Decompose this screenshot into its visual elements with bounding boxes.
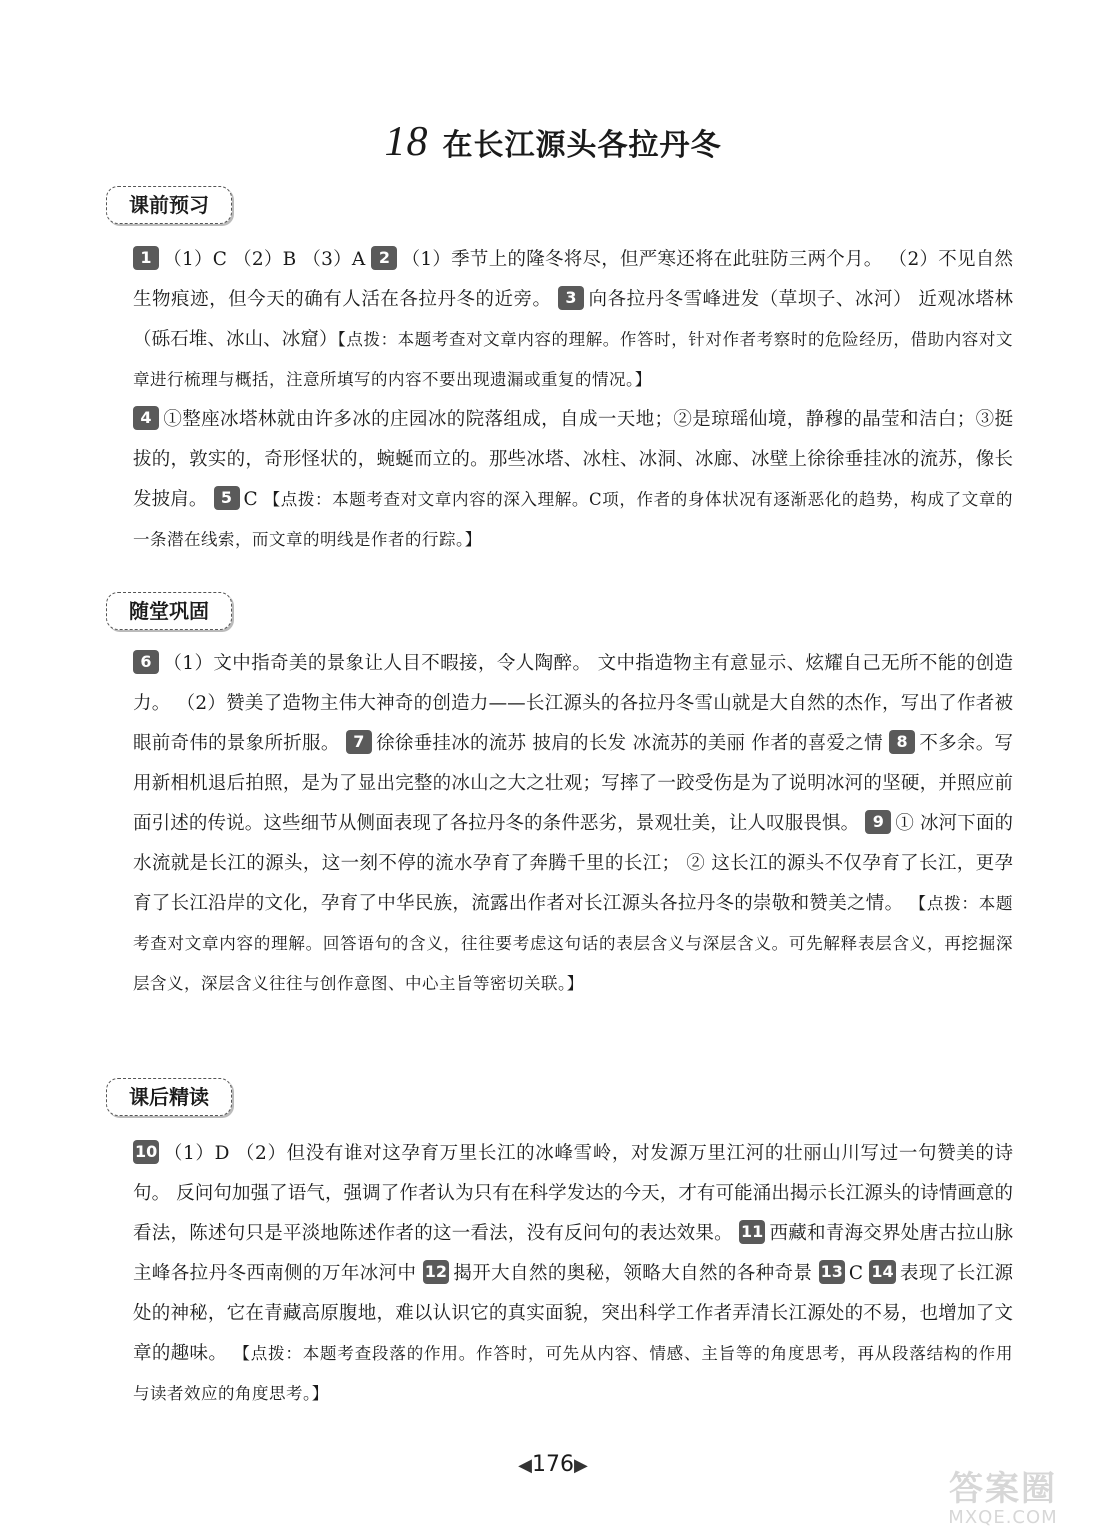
watermark-url: MXQE.COM bbox=[948, 1507, 1058, 1528]
question-number-badge: 5 bbox=[214, 486, 240, 510]
answer-text: ① 冰河下面的水流就是长江的源头，这一刻不停的流水孕育了奔腾千里的长江； ② 这长江的源头不仅孕育了长江，更孕育了长江沿岸的文化，孕育了中华民族，流露出作者对长江源头各拉丹冬的崇敬和赞美之情。 bbox=[133, 813, 1013, 914]
answer-text: （1）季节上的隆冬将尽，但严寒还将在此驻防三两个月。 （2）不见自然生物痕迹，但今天的确有人活在各拉丹冬的近旁。 bbox=[133, 249, 1013, 310]
lesson-number: 18 bbox=[384, 119, 429, 165]
answer-text: （1）文中指奇美的景象让人目不暇接，令人陶醉。 文中指造物主有意显示、炫耀自己无所不能的创造力。 （2）赞美了造物主伟大神奇的创造力——长江源头的各拉丹冬雪山就是大自然的杰作，写出了作者被眼前奇伟的景象所折服。 bbox=[133, 653, 1013, 754]
answer-text: （1）D （2）但没有谁对这孕育万里长江的冰峰雪岭，对发源万里江河的壮丽山川写过一句赞美的诗句。 反问句加强了语气，强调了作者认为只有在科学发达的今天，才有可能涌出揭示长江源头的诗情画意的看法，陈述句只是平淡地陈述作者的这一看法，没有反问句的表达效果。 bbox=[133, 1143, 1013, 1244]
section-reading-answers bbox=[133, 1134, 1013, 1414]
page-arrow-left-icon: ◀ bbox=[518, 1455, 532, 1476]
lesson-title bbox=[0, 118, 1106, 166]
answer-text: C bbox=[848, 1263, 870, 1284]
section-classwork-answers bbox=[133, 644, 1013, 1004]
watermark-text: 答案圈 bbox=[949, 1469, 1057, 1509]
question-number-badge: 13 bbox=[819, 1260, 845, 1284]
section-tag-preview: 课前预习 bbox=[106, 186, 232, 224]
question-number-badge: 7 bbox=[346, 730, 372, 754]
answer-text: 徐徐垂挂冰的流苏 披肩的长发 冰流苏的美丽 作者的喜爱之情 bbox=[375, 733, 890, 754]
hint-text: 【点拨：本题考查段落的作用。作答时，可先从内容、情感、主旨等的角度思考，再从段落结构的作用与读者效应的角度思考。】 bbox=[133, 1344, 1013, 1403]
answer-text: （1）C （2）B （3）A bbox=[163, 249, 372, 270]
section-preview-answers bbox=[133, 240, 1013, 560]
question-number-badge: 9 bbox=[865, 810, 891, 834]
lesson-title-text: 在长江源头各拉丹冬 bbox=[442, 128, 722, 163]
question-number-badge: 12 bbox=[423, 1260, 449, 1284]
watermark-logo bbox=[908, 1470, 1098, 1530]
answer-text: 揭开大自然的奥秘，领略大自然的各种奇景 bbox=[452, 1263, 819, 1284]
hint-text: 【点拨：本题考查对文章内容的理解。回答语句的含义，往往要考虑这句话的表层含义与深层含义。可先解释表层含义，再挖掘深层含义，深层含义往往与创作意图、中心主旨等密切关联。】 bbox=[133, 894, 1013, 993]
question-number-badge: 8 bbox=[889, 730, 915, 754]
page-number-text: 176 bbox=[532, 1452, 574, 1477]
question-number-badge: 10 bbox=[133, 1140, 159, 1164]
answer-text: 不多余。写用新相机退后拍照，是为了显出完整的冰山之大之壮观；写摔了一跤受伤是为了说明冰河的坚硬，并照应前面引述的传说。这些细节从侧面表现了各拉丹冬的条件恶劣，景观壮美，让人叹服畏惧。 bbox=[133, 733, 1013, 834]
hint-text: 【点拨：本题考查对文章内容的深入理解。C项，作者的身体状况有逐渐恶化的趋势，构成了文章的一条潜在线索，而文章的明线是作者的行踪。】 bbox=[133, 490, 1014, 549]
question-number-badge: 3 bbox=[558, 286, 584, 310]
question-number-badge: 11 bbox=[739, 1220, 765, 1244]
answer-text: 向各拉丹冬雪峰进发（草坝子、冰河） 近观冰塔林（砾石堆、冰山、冰窟） bbox=[133, 289, 1013, 350]
answer-text: 表现了长江源处的神秘，它在青藏高原腹地，难以认识它的真实面貌，突出科学工作者弄清长江源处的不易，也增加了文章的趣味。 bbox=[133, 1263, 1013, 1364]
hint-text: 【点拨：本题考查对文章内容的理解。作答时，针对作者考察时的危险经历，借助内容对文章进行梳理与概括，注意所填写的内容不要出现遗漏或重复的情况。】 bbox=[133, 330, 1013, 389]
question-number-badge: 2 bbox=[371, 246, 397, 270]
question-number-badge: 14 bbox=[869, 1260, 895, 1284]
page-arrow-right-icon: ▶ bbox=[574, 1455, 588, 1476]
section-tag-classwork: 随堂巩固 bbox=[106, 592, 232, 630]
question-number-badge: 6 bbox=[133, 650, 159, 674]
question-number-badge: 1 bbox=[133, 246, 159, 270]
question-number-badge: 4 bbox=[133, 406, 159, 430]
answer-text: ①整座冰塔林就由许多冰的庄园冰的院落组成，自成一天地；②是琼瑶仙境，静穆的晶莹和洁白；③挺拔的，敦实的，奇形怪状的，蜿蜒而立的。那些冰塔、冰柱、冰洞、冰廊、冰壁上徐徐垂挂冰的流苏，像长发披肩。 bbox=[133, 409, 1013, 510]
answer-text: C bbox=[243, 489, 264, 510]
section-tag-reading: 课后精读 bbox=[106, 1078, 232, 1116]
answer-text: 西藏和青海交界处唐古拉山脉主峰各拉丹冬西南侧的万年冰河中 bbox=[133, 1223, 1013, 1284]
